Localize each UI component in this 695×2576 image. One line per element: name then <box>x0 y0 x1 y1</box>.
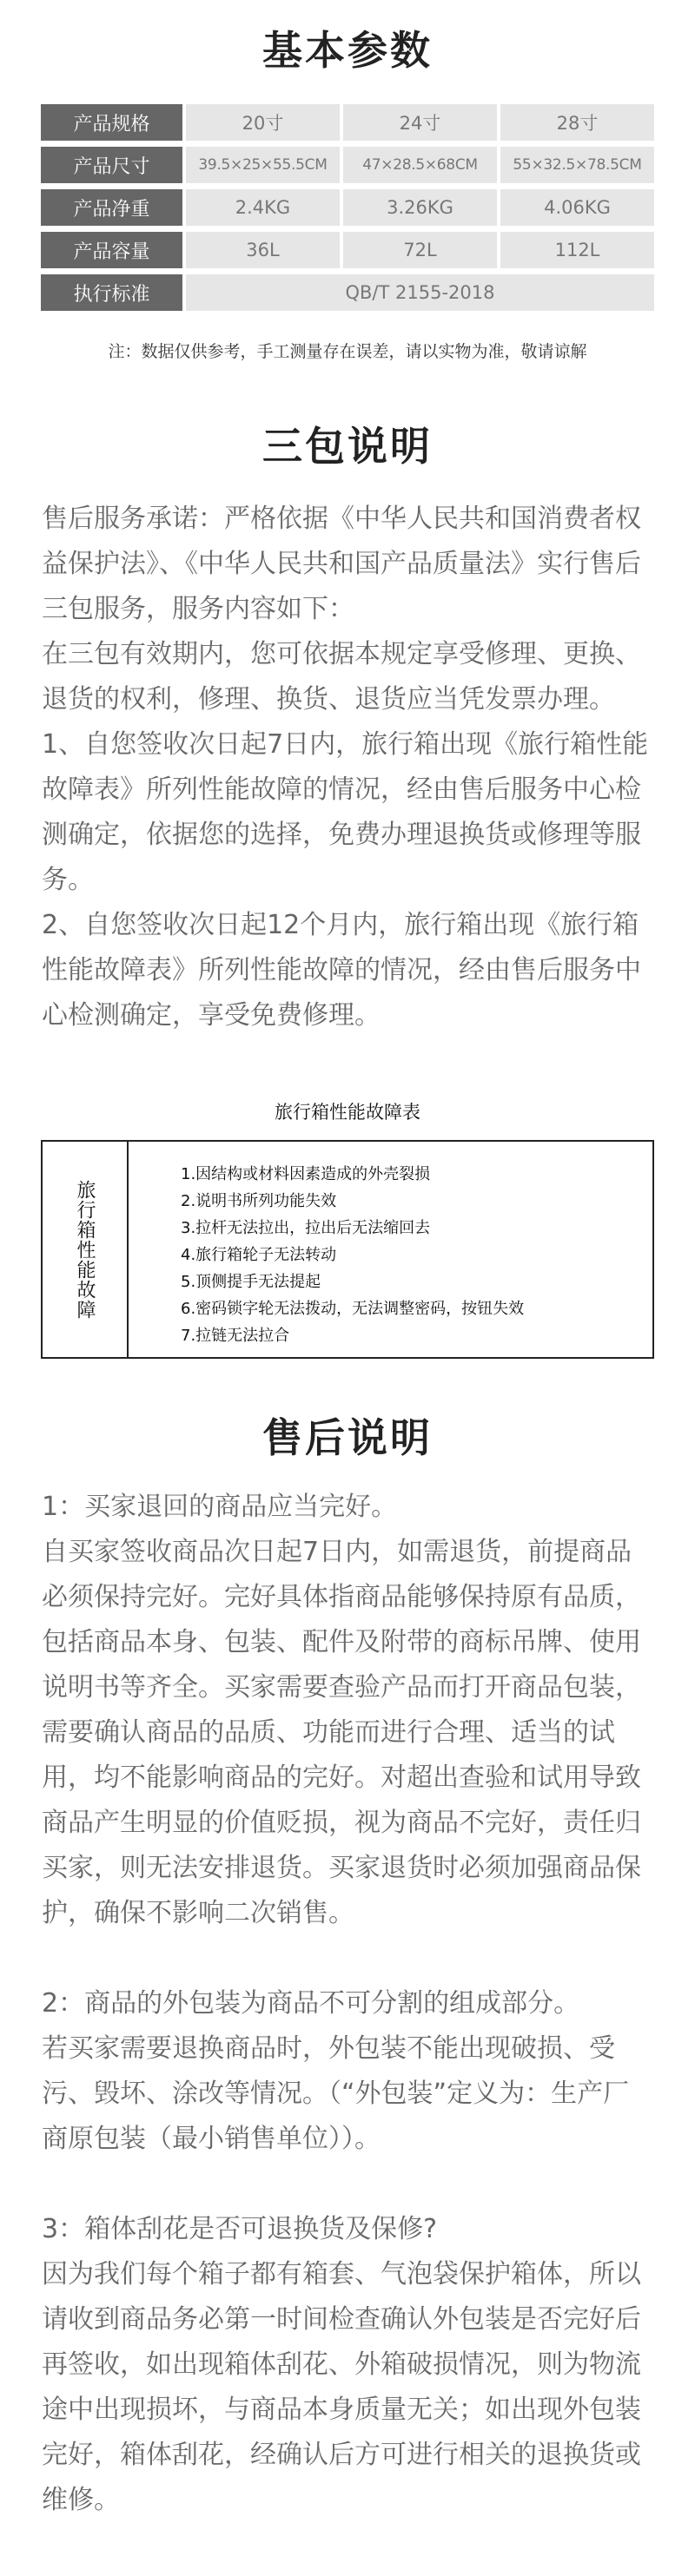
spec-cell: 4.06KG <box>500 189 654 226</box>
fault-item: 2.说明书所列功能失效 <box>181 1192 337 1210</box>
spec-cell: 55×32.5×78.5CM <box>500 147 654 183</box>
spec-row-weight <box>41 189 654 226</box>
fault-item: 7.拉链无法拉合 <box>181 1327 290 1345</box>
aftersale-q1-body: 自买家签收商品次日起7日内，如需退货，前提商品必须保持完好。完好具体指商品能够保持原有品质，包括商品本身、包装、配件及附带的商标吊牌、使用说明书等齐全。买家需要查验产品而打开商品包装，需要确认商品的品质、功能而进行合理、适当的试用，均不能影响商品的完好。对超出查验和试用导致商品产生明显的价值贬损，视为商品不完好，责任归买家，则无法安排退货。买家退货时必须加强商品保护，确保不影响二次销售。 <box>42 1537 641 1928</box>
spec-cell: 47×28.5×68CM <box>343 147 497 183</box>
spec-cell: 28寸 <box>500 104 654 141</box>
warranty-paragraph: 售后服务承诺：严格依据《中华人民共和国消费者权益保护法》、《中华人民共和国产品质量法》实行售后三包服务，服务内容如下： <box>42 504 641 624</box>
spec-row-standard <box>41 274 654 311</box>
spec-cell: 3.26KG <box>343 189 497 226</box>
spec-row-dimensions <box>41 147 654 183</box>
spec-row-capacity <box>41 232 654 268</box>
spec-cell: 2.4KG <box>186 189 340 226</box>
spec-row-label: 产品规格 <box>41 104 182 141</box>
spec-row-label: 执行标准 <box>41 274 182 311</box>
warranty-section-title: 三包说明 <box>262 423 433 470</box>
fault-table <box>41 1140 654 1359</box>
spec-cell: 20寸 <box>186 104 340 141</box>
fault-table-side-label: 旅行箱性能故障 <box>74 1179 96 1320</box>
spec-note: 注：数据仅供参考，手工测量存在误差，请以实物为准，敬请谅解 <box>108 342 587 361</box>
spec-cell: 112L <box>500 232 654 268</box>
aftersale-q2-title: 2：商品的外包装为商品不可分割的组成部分。 <box>42 1988 580 2019</box>
aftersale-section-title: 售后说明 <box>262 1414 433 1461</box>
aftersale-q2-body: 若买家需要退换商品时，外包装不能出现破损、受污、毁坏、涂改等情况。（“外包装”定义为：生产厂商原包装（最小销售单位））。 <box>42 2033 630 2154</box>
fault-table-side-cell <box>43 1142 129 1357</box>
spec-row-label: 产品尺寸 <box>41 147 182 183</box>
fault-item: 5.顶侧提手无法提起 <box>181 1273 321 1291</box>
warranty-paragraph: 在三包有效期内，您可依据本规定享受修理、更换、退货的权利，修理、换货、退货应当凭发票办理。 <box>42 639 641 715</box>
aftersale-q3-title: 3：箱体刮花是否可退换货及保修? <box>42 2214 438 2244</box>
spec-row-size <box>41 104 654 141</box>
fault-table-title: 旅行箱性能故障表 <box>275 1102 420 1123</box>
warranty-paragraph: 2、自您签收次日起12个月内，旅行箱出现《旅行箱性能故障表》所列性能故障的情况，经由售后服务中心检测确定，享受免费修理。 <box>42 910 641 1031</box>
aftersale-q3-body: 因为我们每个箱子都有箱套、气泡袋保护箱体，所以请收到商品务必第一时间检查确认外包装是否完好后再签收，如出现箱体刮花、外箱破损情况，则为物流途中出现损坏，与商品本身质量无关；如出现外包装完好，箱体刮花，经确认后方可进行相关的退换货或维修。 <box>42 2259 641 2515</box>
warranty-paragraph: 1、自您签收次日起7日内，旅行箱出现《旅行箱性能故障表》所列性能故障的情况，经由售后服务中心检测确定，依据您的选择，免费办理退换货或修理等服务。 <box>42 729 649 895</box>
spec-section-title: 基本参数 <box>262 27 433 74</box>
spec-cell: 36L <box>186 232 340 268</box>
aftersale-q1-title: 1：买家退回的商品应当完好。 <box>42 1492 398 1522</box>
spec-row-label: 产品容量 <box>41 232 182 268</box>
spec-table <box>41 104 654 317</box>
spec-cell: 39.5×25×55.5CM <box>186 147 340 183</box>
spec-row-label: 产品净重 <box>41 189 182 226</box>
fault-item: 6.密码锁字轮无法拨动，无法调整密码，按钮失效 <box>181 1300 525 1318</box>
fault-list <box>129 1142 652 1357</box>
spec-cell: 24寸 <box>343 104 497 141</box>
fault-item: 3.拉杆无法拉出，拉出后无法缩回去 <box>181 1219 431 1237</box>
fault-item: 4.旅行箱轮子无法转动 <box>181 1246 337 1264</box>
fault-item: 1.因结构或材料因素造成的外壳裂损 <box>181 1165 431 1183</box>
spec-cell: 72L <box>343 232 497 268</box>
spec-cell-standard: QB/T 2155-2018 <box>186 274 654 311</box>
